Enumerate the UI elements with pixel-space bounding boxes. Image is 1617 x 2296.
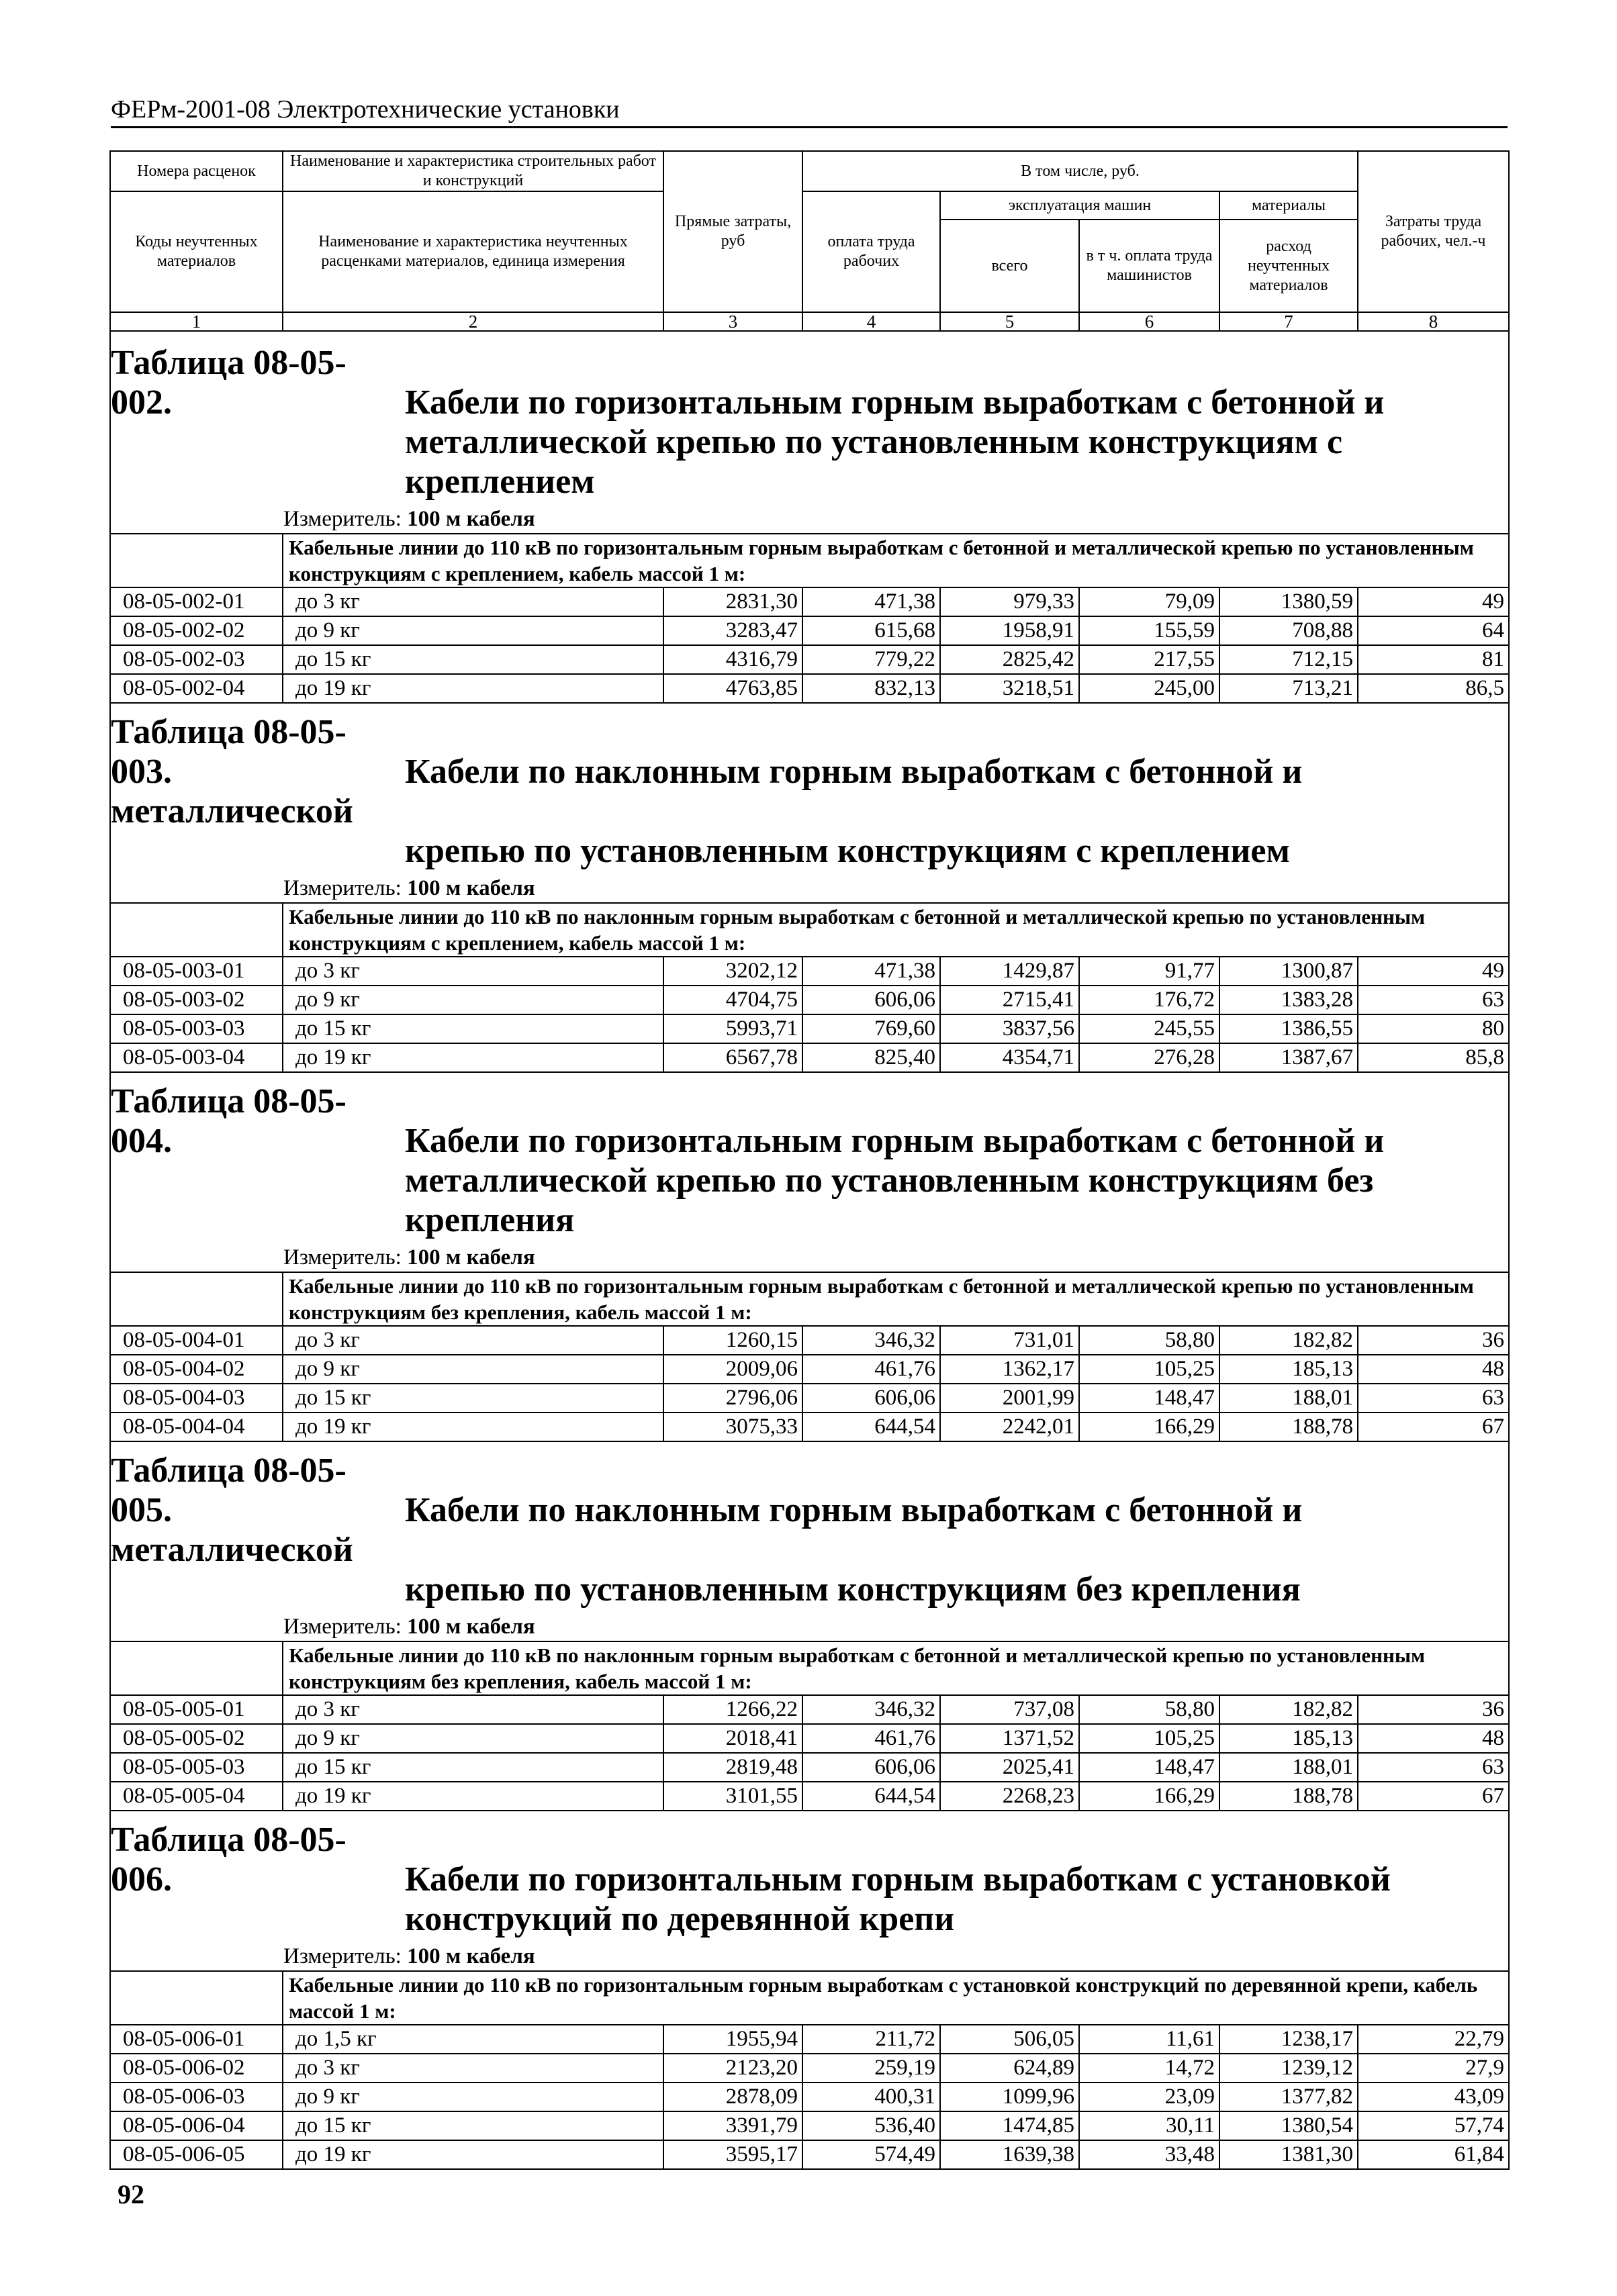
cell-labor-hours: 63 — [1358, 1753, 1509, 1782]
cell-machinists-pay: 148,47 — [1079, 1753, 1219, 1782]
cell-rate-code: 08-05-002-02 — [110, 616, 283, 645]
column-number: 4 — [802, 312, 940, 331]
cell-rate-code: 08-05-003-02 — [110, 986, 283, 1014]
description-empty-cell — [110, 1971, 283, 2025]
cell-machines-total: 624,89 — [940, 2054, 1079, 2083]
cell-materials-cost: 1383,28 — [1219, 986, 1358, 1014]
table-meter — [111, 1243, 1508, 1272]
page-header: ФЕРм-2001-08 Электротехнические установки — [111, 93, 1508, 128]
cell-labor-hours: 43,09 — [1358, 2083, 1509, 2111]
cell-work-name: до 9 кг — [283, 986, 663, 1014]
column-number: 8 — [1358, 312, 1509, 331]
table-row — [110, 616, 1509, 645]
table-description: Кабельные линии до 110 кВ по горизонтальным горным выработкам с установкой конструкций по деревянной крепи, кабель массой 1 м: — [283, 1971, 1509, 2025]
cell-work-name: до 3 кг — [283, 2054, 663, 2083]
cell-work-name: до 9 кг — [283, 1355, 663, 1384]
cell-labor-hours: 49 — [1358, 957, 1509, 986]
cell-labor-pay: 259,19 — [802, 2054, 940, 2083]
meter-value: 100 м кабеля — [407, 1944, 535, 1968]
header-labor-pay: оплата труда рабочих — [802, 191, 940, 312]
table-title-line2: крепью по установленным конструкциям без крепления — [405, 1570, 1301, 1609]
cell-work-name: до 3 кг — [283, 1695, 663, 1724]
cell-rate-code: 08-05-004-04 — [110, 1413, 283, 1441]
cell-rate-code: 08-05-006-03 — [110, 2083, 283, 2111]
cell-machines-total: 979,33 — [940, 587, 1079, 616]
table-row — [110, 1043, 1509, 1072]
cell-labor-pay: 574,49 — [802, 2140, 940, 2169]
description-empty-cell — [110, 1272, 283, 1326]
cell-machines-total: 2715,41 — [940, 986, 1079, 1014]
cell-machinists-pay: 30,11 — [1079, 2111, 1219, 2140]
table-meter — [111, 1613, 1508, 1641]
table-row — [110, 645, 1509, 674]
cell-direct-costs: 3101,55 — [663, 1782, 802, 1811]
cell-rate-code: 08-05-002-03 — [110, 645, 283, 674]
meter-label: Измеритель: — [283, 1944, 402, 1968]
table-title-line1: Кабели по наклонным горным выработкам с бетонной и металлической — [111, 1491, 1303, 1569]
cell-direct-costs: 5993,71 — [663, 1014, 802, 1043]
cell-machines-total: 1474,85 — [940, 2111, 1079, 2140]
cell-machines-total: 3837,56 — [940, 1014, 1079, 1043]
cell-rate-code: 08-05-004-02 — [110, 1355, 283, 1384]
header-material-names: Наименование и характеристика неучтенных расценками материалов, единица измерения — [283, 191, 663, 312]
norms-table — [109, 150, 1510, 2170]
cell-labor-hours: 85,8 — [1358, 1043, 1509, 1072]
table-meter — [111, 1942, 1508, 1970]
cell-materials-cost: 188,78 — [1219, 1782, 1358, 1811]
cell-machinists-pay: 105,25 — [1079, 1355, 1219, 1384]
cell-labor-pay: 779,22 — [802, 645, 940, 674]
cell-direct-costs: 3075,33 — [663, 1413, 802, 1441]
table-title-line1: Кабели по горизонтальным горным выработкам с установкой — [405, 1860, 1391, 1899]
table-number: Таблица 08-05-005. — [111, 1451, 346, 1529]
cell-work-name: до 9 кг — [283, 616, 663, 645]
description-empty-cell — [110, 1641, 283, 1695]
cell-materials-cost: 713,21 — [1219, 674, 1358, 703]
cell-rate-code: 08-05-003-03 — [110, 1014, 283, 1043]
cell-machinists-pay: 166,29 — [1079, 1413, 1219, 1441]
header-machines: эксплуатация машин — [940, 191, 1219, 220]
cell-rate-code: 08-05-006-01 — [110, 2025, 283, 2054]
cell-labor-hours: 67 — [1358, 1413, 1509, 1441]
meter-value: 100 м кабеля — [407, 1615, 535, 1639]
cell-labor-pay: 644,54 — [802, 1782, 940, 1811]
header-materials: материалы — [1219, 191, 1358, 220]
table-row — [110, 2140, 1509, 2169]
cell-rate-code: 08-05-005-03 — [110, 1753, 283, 1782]
table-description-row — [110, 534, 1509, 587]
table-description-row — [110, 1272, 1509, 1326]
header-work-name: Наименование и характеристика строительных работ и конструкций — [283, 151, 663, 191]
cell-labor-pay: 461,76 — [802, 1724, 940, 1753]
description-empty-cell — [110, 534, 283, 587]
cell-materials-cost: 1380,54 — [1219, 2111, 1358, 2140]
table-title-line1: Кабели по горизонтальным горным выработкам с бетонной и — [405, 1122, 1385, 1160]
table-number: Таблица 08-05-003. — [111, 713, 346, 791]
table-row — [110, 1384, 1509, 1413]
header-direct-costs: Прямые затраты, руб — [663, 151, 802, 312]
table-title — [111, 1451, 1508, 1609]
table-description: Кабельные линии до 110 кВ по наклонным горным выработкам с бетонной и металлической крепью по установленным конструкциям с креплением, кабель массой 1 м: — [283, 903, 1509, 957]
column-number: 5 — [940, 312, 1079, 331]
table-heading — [110, 712, 1509, 903]
cell-machinists-pay: 58,80 — [1079, 1695, 1219, 1724]
cell-machines-total: 2025,41 — [940, 1753, 1079, 1782]
table-title — [111, 1820, 1508, 1939]
cell-labor-pay: 346,32 — [802, 1695, 940, 1724]
table-heading — [110, 1451, 1509, 1641]
table-row — [110, 1695, 1509, 1724]
cell-materials-cost: 188,01 — [1219, 1384, 1358, 1413]
column-number: 1 — [110, 312, 283, 331]
cell-materials-cost: 712,15 — [1219, 645, 1358, 674]
cell-direct-costs: 4316,79 — [663, 645, 802, 674]
cell-work-name: до 9 кг — [283, 1724, 663, 1753]
header-rate-number: Номера расценок — [110, 151, 283, 191]
cell-rate-code: 08-05-005-02 — [110, 1724, 283, 1753]
cell-rate-code: 08-05-005-04 — [110, 1782, 283, 1811]
table-title — [111, 1082, 1508, 1240]
cell-direct-costs: 2796,06 — [663, 1384, 802, 1413]
table-row — [110, 1782, 1509, 1811]
cell-work-name: до 19 кг — [283, 674, 663, 703]
cell-work-name: до 19 кг — [283, 1413, 663, 1441]
cell-labor-pay: 832,13 — [802, 674, 940, 703]
cell-labor-hours: 64 — [1358, 616, 1509, 645]
cell-labor-hours: 67 — [1358, 1782, 1509, 1811]
cell-labor-pay: 461,76 — [802, 1355, 940, 1384]
cell-materials-cost: 188,78 — [1219, 1413, 1358, 1441]
table-row — [110, 2111, 1509, 2140]
cell-materials-cost: 188,01 — [1219, 1753, 1358, 1782]
cell-direct-costs: 2878,09 — [663, 2083, 802, 2111]
cell-materials-cost: 1377,82 — [1219, 2083, 1358, 2111]
page-number: 92 — [118, 2179, 144, 2209]
cell-machines-total: 737,08 — [940, 1695, 1079, 1724]
cell-machinists-pay: 58,80 — [1079, 1326, 1219, 1355]
table-description: Кабельные линии до 110 кВ по горизонтальным горным выработкам с бетонной и металлической крепью по установленным конструкциям с креплением, кабель массой 1 м: — [283, 534, 1509, 587]
cell-materials-cost: 1380,59 — [1219, 587, 1358, 616]
cell-machines-total: 1371,52 — [940, 1724, 1079, 1753]
table-title-line2: металлической крепью по установленным конструкциям с креплением — [405, 423, 1343, 501]
column-number: 6 — [1079, 312, 1219, 331]
cell-labor-hours: 22,79 — [1358, 2025, 1509, 2054]
table-title-line1: Кабели по горизонтальным горным выработкам с бетонной и — [405, 383, 1385, 422]
meter-value: 100 м кабеля — [407, 1245, 535, 1270]
cell-labor-pay: 606,06 — [802, 986, 940, 1014]
cell-machines-total: 4354,71 — [940, 1043, 1079, 1072]
header-row-1 — [110, 151, 1509, 191]
table-description-row — [110, 903, 1509, 957]
meter-label: Измеритель: — [283, 876, 402, 900]
cell-work-name: до 19 кг — [283, 1782, 663, 1811]
cell-machines-total: 3218,51 — [940, 674, 1079, 703]
table-row — [110, 1355, 1509, 1384]
cell-labor-hours: 27,9 — [1358, 2054, 1509, 2083]
cell-labor-pay: 606,06 — [802, 1384, 940, 1413]
cell-work-name: до 19 кг — [283, 1043, 663, 1072]
description-empty-cell — [110, 903, 283, 957]
cell-rate-code: 08-05-004-03 — [110, 1384, 283, 1413]
cell-rate-code: 08-05-002-01 — [110, 587, 283, 616]
table-row — [110, 986, 1509, 1014]
cell-rate-code: 08-05-006-04 — [110, 2111, 283, 2140]
cell-materials-cost: 1381,30 — [1219, 2140, 1358, 2169]
cell-materials-cost: 182,82 — [1219, 1695, 1358, 1724]
column-numbers-row — [110, 312, 1509, 331]
cell-materials-cost: 185,13 — [1219, 1355, 1358, 1384]
column-number: 3 — [663, 312, 802, 331]
cell-direct-costs: 4763,85 — [663, 674, 802, 703]
meter-label: Измеритель: — [283, 1245, 402, 1270]
header-row-2 — [110, 191, 1509, 220]
table-row — [110, 587, 1509, 616]
table-row — [110, 2054, 1509, 2083]
header-materials-consumption: расход неучтенных материалов — [1219, 220, 1358, 312]
cell-labor-pay: 615,68 — [802, 616, 940, 645]
cell-machinists-pay: 79,09 — [1079, 587, 1219, 616]
cell-labor-pay: 471,38 — [802, 587, 940, 616]
cell-work-name: до 15 кг — [283, 645, 663, 674]
table-title — [111, 712, 1508, 871]
cell-direct-costs: 3202,12 — [663, 957, 802, 986]
cell-labor-pay: 471,38 — [802, 957, 940, 986]
table-heading — [110, 343, 1509, 534]
cell-machines-total: 731,01 — [940, 1326, 1079, 1355]
cell-labor-pay: 211,72 — [802, 2025, 940, 2054]
header-machines-total: всего — [940, 220, 1079, 312]
cell-machinists-pay: 155,59 — [1079, 616, 1219, 645]
cell-machines-total: 1362,17 — [940, 1355, 1079, 1384]
table-description: Кабельные линии до 110 кВ по наклонным горным выработкам с бетонной и металлической крепью по установленным конструкциям без крепления, кабель массой 1 м: — [283, 1641, 1509, 1695]
cell-rate-code: 08-05-006-02 — [110, 2054, 283, 2083]
cell-work-name: до 3 кг — [283, 957, 663, 986]
table-meter — [111, 505, 1508, 533]
cell-machines-total: 2268,23 — [940, 1782, 1079, 1811]
cell-labor-hours: 63 — [1358, 1384, 1509, 1413]
cell-materials-cost: 708,88 — [1219, 616, 1358, 645]
cell-machines-total: 2242,01 — [940, 1413, 1079, 1441]
header-including: В том числе, руб. — [802, 151, 1358, 191]
cell-machinists-pay: 176,72 — [1079, 986, 1219, 1014]
cell-direct-costs: 1266,22 — [663, 1695, 802, 1724]
cell-labor-hours: 36 — [1358, 1326, 1509, 1355]
cell-rate-code: 08-05-004-01 — [110, 1326, 283, 1355]
table-row — [110, 2025, 1509, 2054]
column-number: 2 — [283, 312, 663, 331]
cell-materials-cost: 1300,87 — [1219, 957, 1358, 986]
header-machinists-pay: в т ч. оплата труда машинистов — [1079, 220, 1219, 312]
table-number: Таблица 08-05-006. — [111, 1821, 346, 1899]
table-row — [110, 957, 1509, 986]
meter-value: 100 м кабеля — [407, 507, 535, 531]
cell-work-name: до 3 кг — [283, 587, 663, 616]
cell-machines-total: 1958,91 — [940, 616, 1079, 645]
cell-machinists-pay: 217,55 — [1079, 645, 1219, 674]
cell-machines-total: 1429,87 — [940, 957, 1079, 986]
cell-direct-costs: 2123,20 — [663, 2054, 802, 2083]
cell-machines-total: 2825,42 — [940, 645, 1079, 674]
cell-labor-pay: 606,06 — [802, 1753, 940, 1782]
cell-work-name: до 15 кг — [283, 1384, 663, 1413]
meter-label: Измеритель: — [283, 507, 402, 531]
cell-rate-code: 08-05-006-05 — [110, 2140, 283, 2169]
cell-direct-costs: 3595,17 — [663, 2140, 802, 2169]
cell-rate-code: 08-05-003-04 — [110, 1043, 283, 1072]
cell-direct-costs: 2009,06 — [663, 1355, 802, 1384]
table-row — [110, 2083, 1509, 2111]
cell-direct-costs: 3283,47 — [663, 616, 802, 645]
cell-machinists-pay: 245,55 — [1079, 1014, 1219, 1043]
header-material-codes: Коды неучтенных материалов — [110, 191, 283, 312]
cell-machines-total: 1099,96 — [940, 2083, 1079, 2111]
cell-labor-hours: 48 — [1358, 1355, 1509, 1384]
cell-materials-cost: 1386,55 — [1219, 1014, 1358, 1043]
table-description: Кабельные линии до 110 кВ по горизонтальным горным выработкам с бетонной и металлической крепью по установленным конструкциям без крепления, кабель массой 1 м: — [283, 1272, 1509, 1326]
cell-work-name: до 15 кг — [283, 2111, 663, 2140]
table-number: Таблица 08-05-002. — [111, 344, 346, 422]
cell-labor-hours: 63 — [1358, 986, 1509, 1014]
cell-machinists-pay: 91,77 — [1079, 957, 1219, 986]
cell-direct-costs: 1260,15 — [663, 1326, 802, 1355]
cell-direct-costs: 2831,30 — [663, 587, 802, 616]
cell-labor-pay: 644,54 — [802, 1413, 940, 1441]
cell-labor-pay: 769,60 — [802, 1014, 940, 1043]
cell-materials-cost: 182,82 — [1219, 1326, 1358, 1355]
table-row — [110, 1413, 1509, 1441]
tables-body — [110, 331, 1509, 2169]
table-row — [110, 674, 1509, 703]
cell-rate-code: 08-05-002-04 — [110, 674, 283, 703]
cell-machinists-pay: 105,25 — [1079, 1724, 1219, 1753]
cell-direct-costs: 4704,75 — [663, 986, 802, 1014]
cell-machines-total: 1639,38 — [940, 2140, 1079, 2169]
meter-value: 100 м кабеля — [407, 876, 535, 900]
cell-machinists-pay: 11,61 — [1079, 2025, 1219, 2054]
cell-labor-hours: 86,5 — [1358, 674, 1509, 703]
cell-labor-hours: 81 — [1358, 645, 1509, 674]
cell-materials-cost: 1239,12 — [1219, 2054, 1358, 2083]
cell-work-name: до 15 кг — [283, 1753, 663, 1782]
cell-labor-hours: 36 — [1358, 1695, 1509, 1724]
meter-label: Измеритель: — [283, 1615, 402, 1639]
table-row — [110, 1724, 1509, 1753]
cell-rate-code: 08-05-005-01 — [110, 1695, 283, 1724]
header-labor-hours: Затраты труда рабочих, чел.-ч — [1358, 151, 1509, 312]
table-heading — [110, 1082, 1509, 1272]
table-title-line1: Кабели по наклонным горным выработкам с бетонной и металлической — [111, 753, 1303, 830]
cell-machinists-pay: 148,47 — [1079, 1384, 1219, 1413]
cell-work-name: до 3 кг — [283, 1326, 663, 1355]
cell-rate-code: 08-05-003-01 — [110, 957, 283, 986]
cell-direct-costs: 2018,41 — [663, 1724, 802, 1753]
table-row — [110, 1014, 1509, 1043]
cell-machinists-pay: 23,09 — [1079, 2083, 1219, 2111]
cell-direct-costs: 1955,94 — [663, 2025, 802, 2054]
table-number: Таблица 08-05-004. — [111, 1082, 346, 1160]
cell-labor-pay: 825,40 — [802, 1043, 940, 1072]
table-title-line2: конструкций по деревянной крепи — [405, 1900, 955, 1938]
cell-labor-hours: 57,74 — [1358, 2111, 1509, 2140]
cell-work-name: до 19 кг — [283, 2140, 663, 2169]
cell-work-name: до 15 кг — [283, 1014, 663, 1043]
cell-labor-hours: 80 — [1358, 1014, 1509, 1043]
table-title-line2: металлической крепью по установленным конструкциям без крепления — [405, 1161, 1374, 1239]
table-heading — [110, 1820, 1509, 1971]
cell-direct-costs: 2819,48 — [663, 1753, 802, 1782]
cell-labor-hours: 48 — [1358, 1724, 1509, 1753]
cell-machinists-pay: 166,29 — [1079, 1782, 1219, 1811]
cell-machinists-pay: 276,28 — [1079, 1043, 1219, 1072]
cell-labor-hours: 49 — [1358, 587, 1509, 616]
cell-machinists-pay: 33,48 — [1079, 2140, 1219, 2169]
cell-materials-cost: 185,13 — [1219, 1724, 1358, 1753]
cell-direct-costs: 6567,78 — [663, 1043, 802, 1072]
cell-machines-total: 2001,99 — [940, 1384, 1079, 1413]
cell-materials-cost: 1238,17 — [1219, 2025, 1358, 2054]
cell-labor-hours: 61,84 — [1358, 2140, 1509, 2169]
table-title-line2: крепью по установленным конструкциям с креплением — [405, 832, 1290, 870]
table-description-row — [110, 1641, 1509, 1695]
table-meter — [111, 874, 1508, 902]
table-description-row — [110, 1971, 1509, 2025]
cell-direct-costs: 3391,79 — [663, 2111, 802, 2140]
cell-work-name: до 9 кг — [283, 2083, 663, 2111]
table-row — [110, 1326, 1509, 1355]
table-row — [110, 1753, 1509, 1782]
cell-materials-cost: 1387,67 — [1219, 1043, 1358, 1072]
cell-labor-pay: 346,32 — [802, 1326, 940, 1355]
table-title — [111, 343, 1508, 501]
cell-machines-total: 506,05 — [940, 2025, 1079, 2054]
column-number: 7 — [1219, 312, 1358, 331]
cell-work-name: до 1,5 кг — [283, 2025, 663, 2054]
cell-labor-pay: 536,40 — [802, 2111, 940, 2140]
cell-machinists-pay: 245,00 — [1079, 674, 1219, 703]
cell-labor-pay: 400,31 — [802, 2083, 940, 2111]
cell-machinists-pay: 14,72 — [1079, 2054, 1219, 2083]
